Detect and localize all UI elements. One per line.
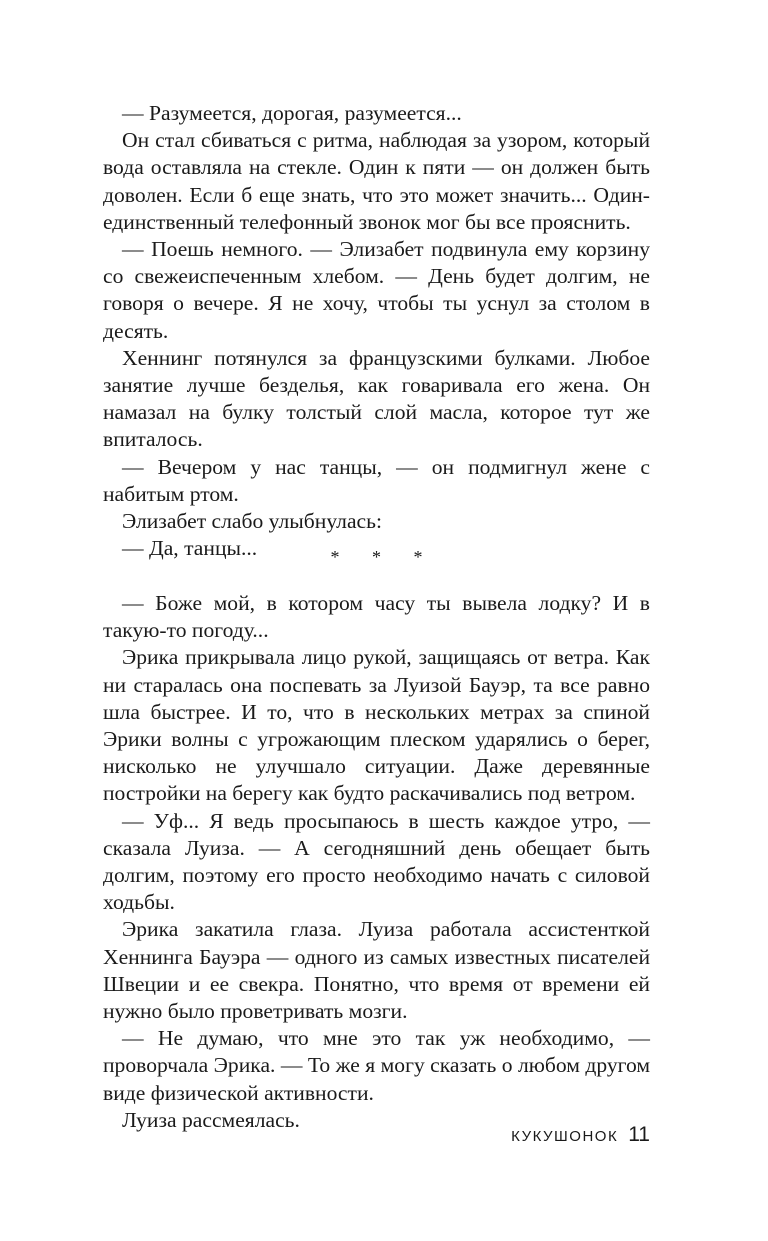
paragraph: — Да, танцы... bbox=[122, 536, 258, 561]
paragraph: — Боже мой, в котором часу ты вывела лодку? И в такую-то погоду... bbox=[103, 591, 650, 643]
paragraph: — Вечером у нас танцы, — он подмигнул жене с набитым ртом. bbox=[103, 454, 650, 506]
paragraph: — Поешь немного. — Элизабет подвинула ему корзину со свежеиспеченным хлебом. — День будет долгим, не говоря о вечере. Я не хочу, чтобы ты уснул за столом в десять. bbox=[103, 237, 650, 343]
paragraph: Хеннинг потянулся за французскими булками. Любое занятие лучше безделья, как говаривала его жена. Он намазал на булку толстый слой масла, которое тут же впиталось. bbox=[103, 345, 650, 452]
paragraph: Элизабет слабо улыбнулась: bbox=[122, 509, 382, 534]
paragraph: Эрика закатила глаза. Луиза работала ассистенткой Хеннинга Бауэра — одного из самых известных писателей Швеции и ее свекра. Понятно, что время от времени ей нужно было проветривать мозги. bbox=[103, 917, 650, 1024]
running-title: КУКУШОНОК bbox=[511, 1128, 619, 1145]
text-section-1 bbox=[103, 100, 650, 562]
paragraph: — Разумеется, дорогая, разумеется... bbox=[122, 101, 462, 125]
page-number: 11 bbox=[628, 1123, 650, 1146]
paragraph: Луиза рассмеялась. bbox=[122, 1107, 300, 1132]
paragraph: — Не думаю, что мне это так уж необходимо, — проворчала Эрика. — То же я могу сказать о любом другом виде физической активности. bbox=[103, 1026, 650, 1105]
paragraph: Он стал сбиваться с ритма, наблюдая за узором, который вода оставляла на стекле. Один к пяти — он должен быть доволен. Если б еще знать, что это может значить... Один-единственный телефонный звонок мог бы все прояснить. bbox=[103, 128, 650, 234]
text-section-2 bbox=[103, 590, 650, 1134]
paragraph: — Уф... Я ведь просыпаюсь в шесть каждое утро, — сказала Луиза. — А сегодняшний день обещает быть долгим, поэтому его просто необходимо начать с силовой ходьбы. bbox=[103, 808, 650, 915]
page-footer bbox=[511, 1123, 650, 1153]
paragraph: Эрика прикрывала лицо рукой, защищаясь от ветра. Как ни старалась она поспевать за Луизой Бауэр, та все равно шла быстрее. И то, что в нескольких метрах за спиной Эрики волны с угрожающим плеском ударялись о берег, нисколько не улучшало ситуации. Даже деревянные постройки на берегу как будто раскачивались под ветром. bbox=[103, 645, 650, 806]
section-separator: * * * bbox=[330, 547, 437, 567]
